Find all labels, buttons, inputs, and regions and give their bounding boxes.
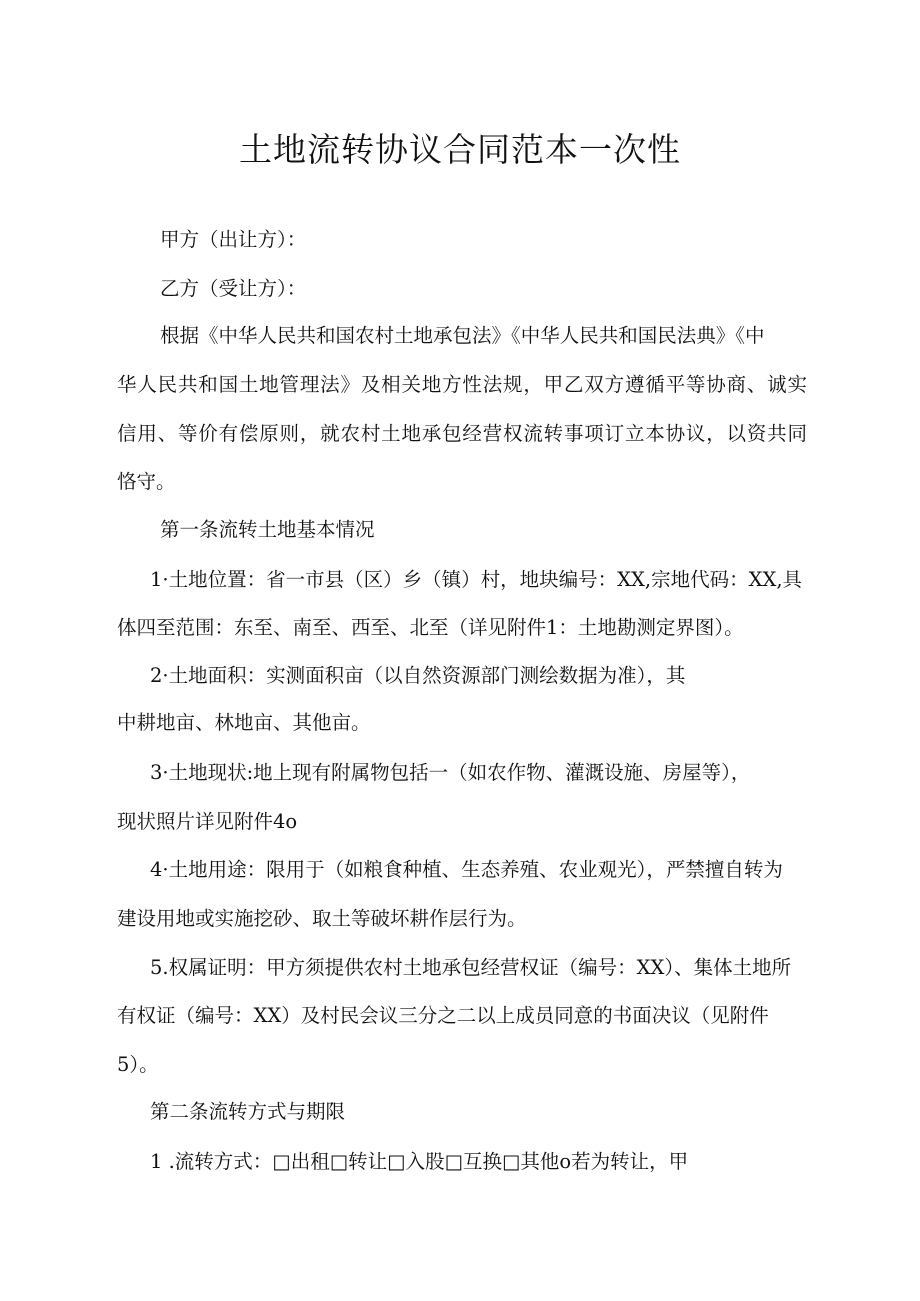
- party-b-line: 乙方（受让方）：: [160, 277, 307, 300]
- preamble-line-1: 根据《中华人民共和国农村土地承包法》《中华人民共和国民法典》《中: [160, 324, 765, 347]
- article1-item4-line-2: 建设用地或实施挖砂、取土等破坏耕作层行为。: [117, 907, 527, 930]
- article1-item5-line-3: 5）。: [117, 1053, 159, 1076]
- article1-item3-line-1: 3·土地现状:地上现有附属物包括一（如农作物、灌溉设施、房屋等），: [150, 761, 751, 784]
- article1-heading: 第一条流转土地基本情况: [160, 518, 375, 541]
- article1-item2-line-1: 2·土地面积：实测面积亩（以自然资源部门测绘数据为准），其: [150, 664, 686, 687]
- preamble-line-3: 信用、等价有偿原则，就农村土地承包经营权流转事项订立本协议，以资共同: [117, 422, 807, 445]
- article1-item3-line-2: 现状照片详见附件4o: [117, 810, 298, 833]
- article1-item1-line-1: 1·土地位置：省一市县（区）乡（镇）村，地块编号：XX,宗地代码：XX,具: [150, 568, 803, 591]
- article1-item4-line-1: 4·土地用途：限用于（如粮食种植、生态养殖、农业观光），严禁擅自转为: [150, 858, 783, 881]
- document-title: 土地流转协议合同范本一次性: [239, 130, 681, 169]
- party-a-line: 甲方（出让方）：: [160, 228, 307, 251]
- article1-item2-line-2: 中耕地亩、林地亩、其他亩。: [117, 711, 371, 734]
- article1-item5-line-1: 5.权属证明：甲方须提供农村土地承包经营权证（编号：XX）、集体土地所: [150, 956, 792, 979]
- article1-item1-line-2: 体四至范围：东至、南至、西至、北至（详见附件1：土地勘测定界图）。: [117, 616, 744, 639]
- preamble-line-4: 恪守。: [117, 470, 176, 493]
- article1-item5-line-2: 有权证（编号：XX）及村民会议三分之二以上成员同意的书面决议（见附件: [117, 1004, 769, 1027]
- preamble-line-2: 华人民共和国土地管理法》及相关地方性法规，甲乙双方遵循平等协商、诚实: [117, 373, 807, 396]
- article2-item1-line-1: 1 .流转方式：□出租□转让□入股□互换□其他o若为转让，甲: [150, 1150, 689, 1173]
- article2-heading: 第二条流转方式与期限: [150, 1100, 346, 1123]
